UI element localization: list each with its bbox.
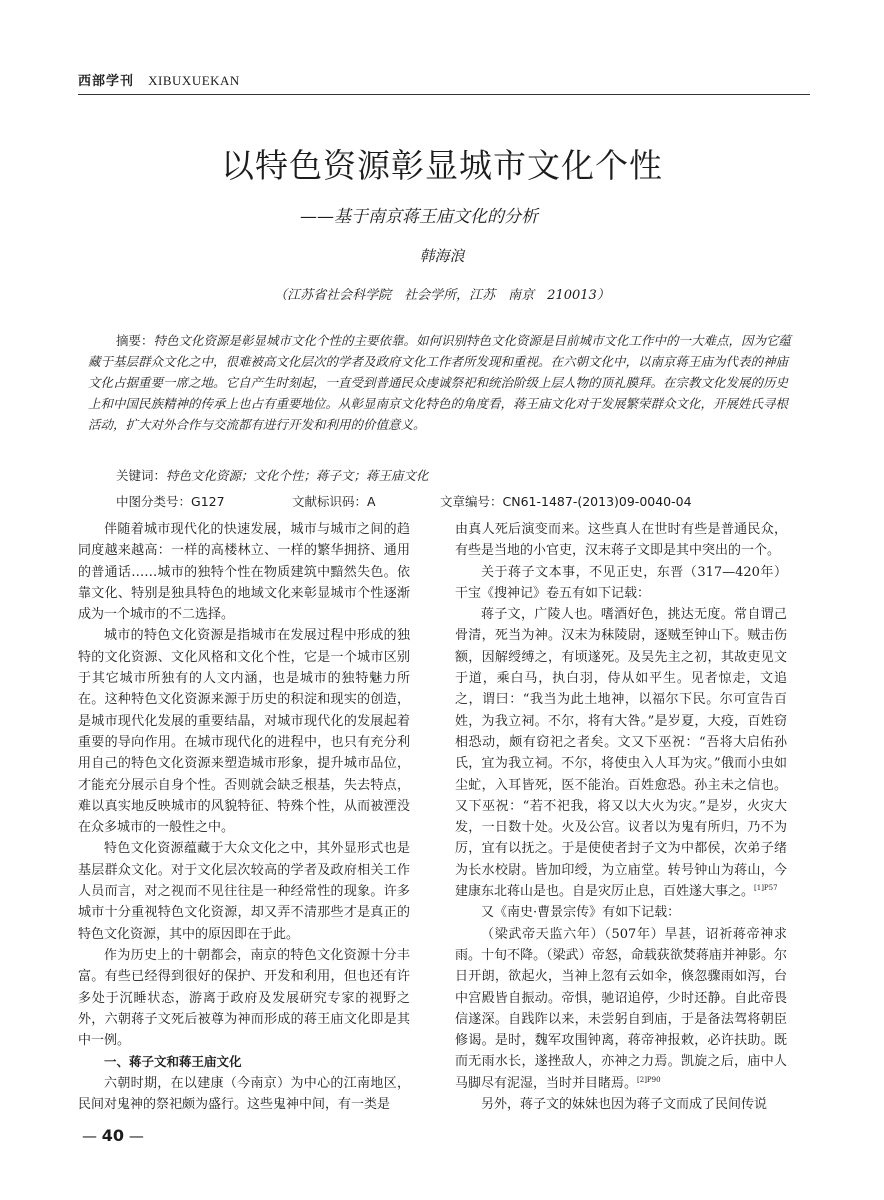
quote-text: （梁武帝天监六年）（507年）旱甚，诏祈蒋帝神求雨。十旬不降。（梁武）帝怒，命载荻欲焚蒋庙并神影。尔日开朗，欲起火，当神上忽有云如伞，倏忽骤雨如泻，台中宫殿皆自振动。帝惧，驰诏追停，少时还静。自此帝畏信遂深。自践阼以来，未尝躬自到庙，于是备法驾将朝臣修谒。是时，魏军攻围钟离，蒋帝神报敕，必许扶助。既而无雨水长，遂挫敌人，亦神之力焉。凯旋之后，庙中人马脚尽有泥湿，当时并目睹焉。 [455, 926, 787, 1091]
keywords [116, 466, 798, 484]
author-name: 韩海浪 [419, 247, 465, 265]
citation-ref: [1]P57 [754, 884, 778, 893]
citation-ref: [2]P90 [637, 1075, 661, 1084]
body-paragraph: 城市的特色文化资源是指城市在发展过程中形成的独特的文化资源、文化风格和文化个性，它是一个城市区别于其它城市所独有的人文内涵，也是城市的独特魅力所在。这种特色文化资源来源于历史的积淀和现实的创造，是城市现代化发展的重要结晶，对城市现代化的发展起着重要的导向作用。在城市现代化的进程中，也只有充分利用自己的特色文化资源来塑造城市形象，提升城市品位，才能充分展示自身个性。否则就会缺乏根基，失去特点，难以真实地反映城市的风貌特征、特殊个性，从而被湮没在众多城市的一般性之中。 [78, 628, 410, 836]
doc-code [292, 492, 440, 510]
body-paragraph: 关于蒋子文本事，不见正史，东晋（317—420年）干宝《搜神记》卷五有如下记载： [455, 564, 787, 601]
clc-code [116, 492, 292, 510]
author-affiliation: （江苏省社会科学院 社会学所，江苏 南京 210013） [274, 288, 610, 303]
header-rule [78, 94, 810, 95]
quote-text: 蒋子文，广陵人也。嗜酒好色，挑达无度。常自谓己骨清，死当为神。汉末为秣陵尉，逐贼至钟山下。贼击伤额，因解绶缚之，有顷遂死。及吴先主之初，其故吏见文于道，乘白马，执白羽，侍从如平生。见者惊走，文追之，谓曰：“我当为此土地神，以福尔下民。尔可宣告百姓，为我立祠。不尔，将有大咎。”是岁夏，大疫，百姓窃相恐动，颇有窃祀之者矣。文又下巫祝：“吾将大启佑孙氏，宜为我立祠。不尔，将使虫入人耳为灾。”俄而小虫如尘虻，入耳皆死，医不能治。百姓愈恐。孙主未之信也。又下巫祝：“若不祀我，将又以大火为灾。”是岁，火灾大发，一日数十处。火及公宫。议者以为鬼有所归，乃不为厉，宜有以抚之。于是使使者封子文为中都侯，次弟子绪为长水校尉。皆加印绶，为立庙堂。转号钟山为蒋山，今建康东北蒋山是也。自是灾厉止息，百姓遂大事之。 [455, 607, 787, 900]
page-number-value: 40 [101, 1126, 125, 1145]
doc-value: A [367, 494, 376, 509]
body-paragraph: 特色文化资源蕴藏于大众文化之中，其外显形式也是基层群众文化。对于文化层次较高的学者及政府相关工作人员而言，对之视而不见往往是一种经常性的现象。许多城市十分重视特色文化资源，却又弄不清那些才是真正的特色文化资源，其中的原因即在于此。 [78, 841, 410, 942]
article-number [440, 492, 692, 510]
body-paragraph: 六朝时期，在以建康（今南京）为中心的江南地区，民间对鬼神的祭祀颇为盛行。这些鬼神中间，有一类是 [78, 1075, 410, 1113]
clc-label: 中图分类号： [116, 494, 192, 509]
article-title: 以特色资源彰显城市文化个性 [221, 146, 663, 185]
article-subtitle: ——基于南京蒋王庙文化的分析 [300, 207, 538, 227]
article-value: CN61-1487-(2013)09-0040-04 [502, 494, 692, 509]
page-number: — 40 — [82, 1126, 144, 1145]
article-label: 文章编号： [440, 494, 503, 509]
body-paragraph: 作为历史上的十朝都会，南京的特色文化资源十分丰富。有些已经得到很好的保护、开发和利用，但也还有许多处于沉睡状态，游离于政府及发展研究专家的视野之外，六朝蒋子文死后被尊为神而形成的蒋王庙文化即是其中一例。 [78, 947, 410, 1049]
body-paragraph: 又《南史·曹景宗传》有如下记载： [481, 905, 681, 921]
section-heading: 一、蒋子文和蒋王庙文化 [104, 1054, 242, 1070]
keywords-text: 特色文化资源；文化个性；蒋子文；蒋王庙文化 [166, 468, 429, 483]
right-column [455, 519, 787, 1115]
doc-label: 文献标识码： [292, 494, 368, 509]
quote-paragraph [455, 924, 787, 1094]
abstract-text: 特色文化资源是彰显城市文化个性的主要依靠。如何识别特色文化资源是目前城市文化工作中的一大难点，因为它蕴藏于基层群众文化之中，很难被高文化层次的学者及政府文化工作者所发现和重视。在六朝文化中，以南京蒋王庙为代表的神庙文化占据重要一席之地。它自产生时刻起，一直受到普通民众虔诚祭祀和统治阶级上层人物的顶礼膜拜。在宗教文化发展的历史上和中国民族精神的传承上也占有重要地位。从彰显南京文化特色的角度看，蒋王庙文化对于发展繁荣群众文化，开展姓氏寻根活动，扩大对外合作与交流都有进行开发和利用的价值意义。 [88, 333, 792, 432]
left-column [78, 519, 410, 1115]
journal-name: 西部学刊 [78, 74, 135, 89]
classification-line [116, 492, 816, 510]
body-paragraph: 由真人死后演变而来。这些真人在世时有些是普通民众，有些是当地的小官吏，汉末蒋子文即是其中突出的一个。 [455, 522, 787, 559]
journal-name-latin: XIBUXUEKAN [148, 73, 240, 88]
clc-value: G127 [191, 494, 225, 509]
body-paragraph: 另外，蒋子文的妹妹也因为蒋子文而成了民间传说 [481, 1097, 768, 1113]
keywords-label: 关键词： [116, 468, 167, 483]
quote-paragraph [455, 604, 787, 902]
abstract-label: 摘要： [116, 333, 154, 348]
abstract [88, 330, 798, 435]
body-paragraph: 伴随着城市现代化的快速发展，城市与城市之间的趋同度越来越高：一样的高楼林立、一样的繁华拥挤、通用的普通话……城市的独特个性在物质建筑中黯然失色。依靠文化、特别是独具特色的地域文化来彰显城市个性逐渐成为一个城市的不二选择。 [78, 522, 410, 623]
running-header [78, 70, 810, 92]
